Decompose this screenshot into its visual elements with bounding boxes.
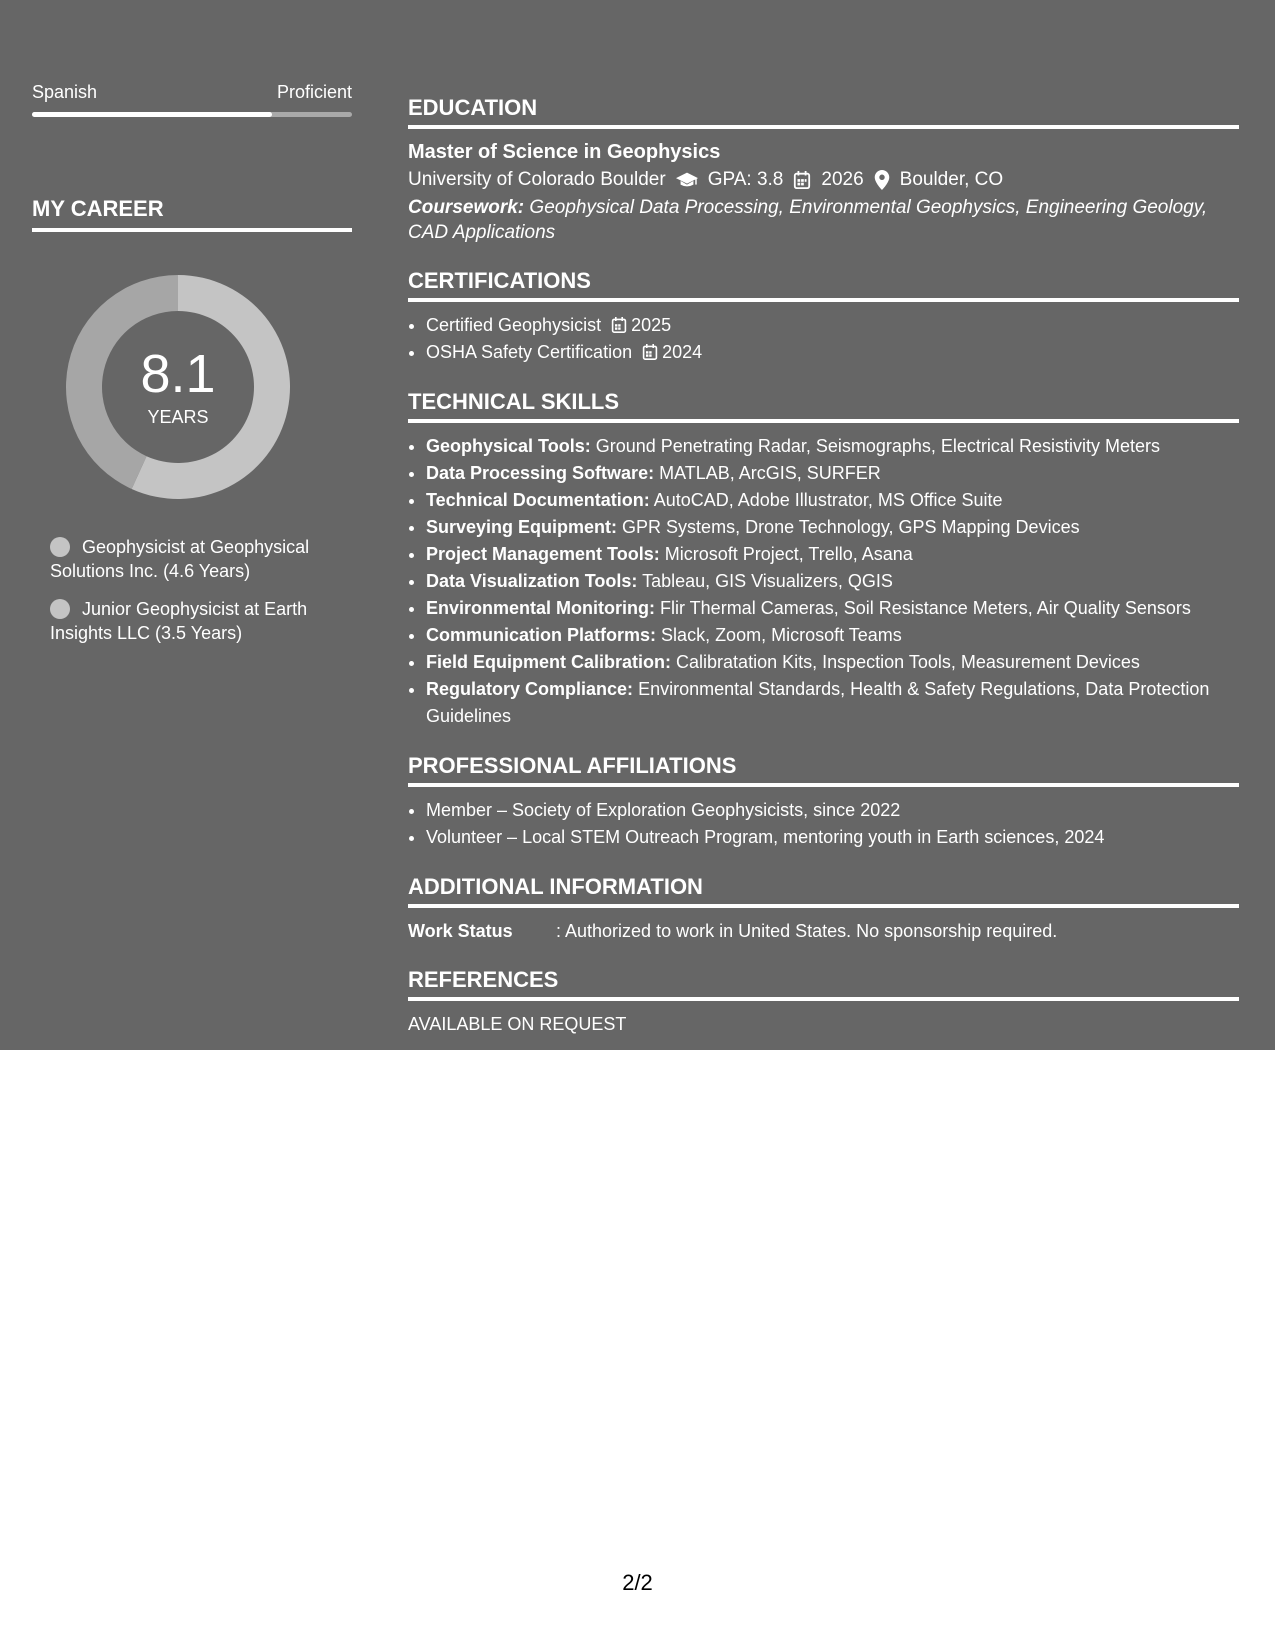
section-title: EDUCATION: [408, 94, 1239, 129]
skill-value: Ground Penetrating Radar, Seismographs, Electrical Resistivity Meters: [595, 436, 1160, 456]
certification-year: 2024: [662, 342, 703, 362]
sidebar: [32, 80, 352, 643]
affiliation-item: • Volunteer – Local STEM Outreach Program, mentoring youth in Earth sciences, 2024: [426, 824, 1239, 851]
skill-item: [426, 433, 1239, 460]
affiliation-item: • Member – Society of Exploration Geophysicists, since 2022: [426, 797, 1239, 824]
location-pin-icon: [874, 170, 890, 190]
legend-dot-icon: [50, 537, 70, 557]
coursework: [408, 195, 1239, 245]
skill-item: [426, 460, 1239, 487]
education-section: [408, 94, 1239, 245]
career-legend-item: [50, 597, 350, 645]
skill-label: Geophysical Tools:: [426, 436, 591, 456]
career-legend-label: Geophysicist at Geophysical Solutions Inc. (4.6 Years): [50, 537, 310, 581]
coursework-label: Coursework:: [408, 197, 525, 218]
certification-name: OSHA Safety Certification: [426, 342, 633, 362]
skill-item: [426, 595, 1239, 622]
skill-label: Technical Documentation:: [426, 490, 650, 510]
language-name: Spanish: [32, 82, 98, 102]
skill-item: [426, 676, 1239, 730]
affiliations-section: [408, 752, 1239, 851]
section-title: REFERENCES: [408, 966, 1239, 1001]
skill-value: Flir Thermal Cameras, Soil Resistance Meters, Air Quality Sensors: [660, 598, 1191, 618]
career-legend-item: [50, 535, 350, 583]
main-content: [408, 94, 1239, 1059]
certifications-section: [408, 267, 1239, 366]
skill-item: [426, 568, 1239, 595]
skill-value: Slack, Zoom, Microsoft Teams: [661, 625, 902, 645]
work-status-value: : Authorized to work in United States. No sponsorship required.: [556, 921, 1058, 941]
degree-title: Master of Science in Geophysics: [408, 141, 721, 163]
education-meta: [408, 165, 1239, 195]
additional-info-section: [408, 873, 1239, 944]
skill-item: [426, 487, 1239, 514]
work-status-row: [408, 918, 1239, 944]
section-title: PROFESSIONAL AFFILIATIONS: [408, 752, 1239, 787]
skill-label: Data Processing Software:: [426, 463, 655, 483]
school-name: University of Colorado Boulder: [408, 169, 666, 190]
career-legend: [50, 535, 350, 659]
references-section: [408, 966, 1239, 1037]
language-item: [32, 80, 352, 117]
skills-section: [408, 388, 1239, 730]
skill-value: Calibratation Kits, Inspection Tools, Measurement Devices: [676, 652, 1140, 672]
calendar-icon: [793, 170, 811, 190]
skill-value: Tableau, GIS Visualizers, QGIS: [642, 571, 893, 591]
certification-year: 2025: [631, 315, 672, 335]
section-title: TECHNICAL SKILLS: [408, 388, 1239, 423]
references-text: AVAILABLE ON REQUEST: [408, 1014, 627, 1034]
section-title: CERTIFICATIONS: [408, 267, 1239, 302]
skill-label: Communication Platforms:: [426, 625, 657, 645]
skill-label: Data Visualization Tools:: [426, 571, 638, 591]
career-total-years: 8.1: [140, 344, 216, 404]
career-donut-chart: [66, 275, 290, 499]
skill-value: Microsoft Project, Trello, Asana: [664, 544, 913, 564]
language-level-bar: [32, 112, 352, 117]
coursework-list: Geophysical Data Processing, Environmental Geophysics, Engineering Geology, CAD Applications: [408, 197, 1208, 243]
career-total-unit: YEARS: [147, 407, 209, 427]
graduation-cap-icon: [676, 170, 698, 190]
skill-label: Surveying Equipment:: [426, 517, 618, 537]
work-status-label: Work Status: [408, 921, 513, 941]
certification-item: [426, 339, 1239, 366]
skill-label: Project Management Tools:: [426, 544, 660, 564]
skill-item: [426, 541, 1239, 568]
skill-item: [426, 622, 1239, 649]
skill-value: Environmental Standards, Health & Safety Regulations, Data Protection Guidelines: [426, 679, 1210, 726]
page-number: 2/2: [622, 1570, 653, 1595]
gpa: GPA: 3.8: [707, 169, 784, 190]
skill-label: Environmental Monitoring:: [426, 598, 655, 618]
certification-item: [426, 312, 1239, 339]
skill-label: Field Equipment Calibration:: [426, 652, 672, 672]
skill-value: MATLAB, ArcGIS, SURFER: [659, 463, 881, 483]
skill-value: GPR Systems, Drone Technology, GPS Mapping Devices: [622, 517, 1080, 537]
career-legend-label: Junior Geophysicist at Earth Insights LLC (3.5 Years): [50, 599, 308, 643]
language-level: Proficient: [276, 82, 352, 102]
legend-dot-icon: [50, 599, 70, 619]
skill-value: AutoCAD, Adobe Illustrator, MS Office Suite: [653, 490, 1003, 510]
graduation-year: 2026: [821, 169, 864, 190]
section-title: ADDITIONAL INFORMATION: [408, 873, 1239, 908]
skill-item: [426, 514, 1239, 541]
calendar-icon: [642, 344, 658, 360]
education-location: Boulder, CO: [899, 169, 1004, 190]
calendar-icon: [611, 317, 627, 333]
skill-item: [426, 649, 1239, 676]
language-level-fill: [32, 112, 272, 117]
career-heading: MY CAREER: [32, 196, 352, 232]
certification-name: Certified Geophysicist: [426, 315, 602, 335]
skill-label: Regulatory Compliance:: [426, 679, 634, 699]
